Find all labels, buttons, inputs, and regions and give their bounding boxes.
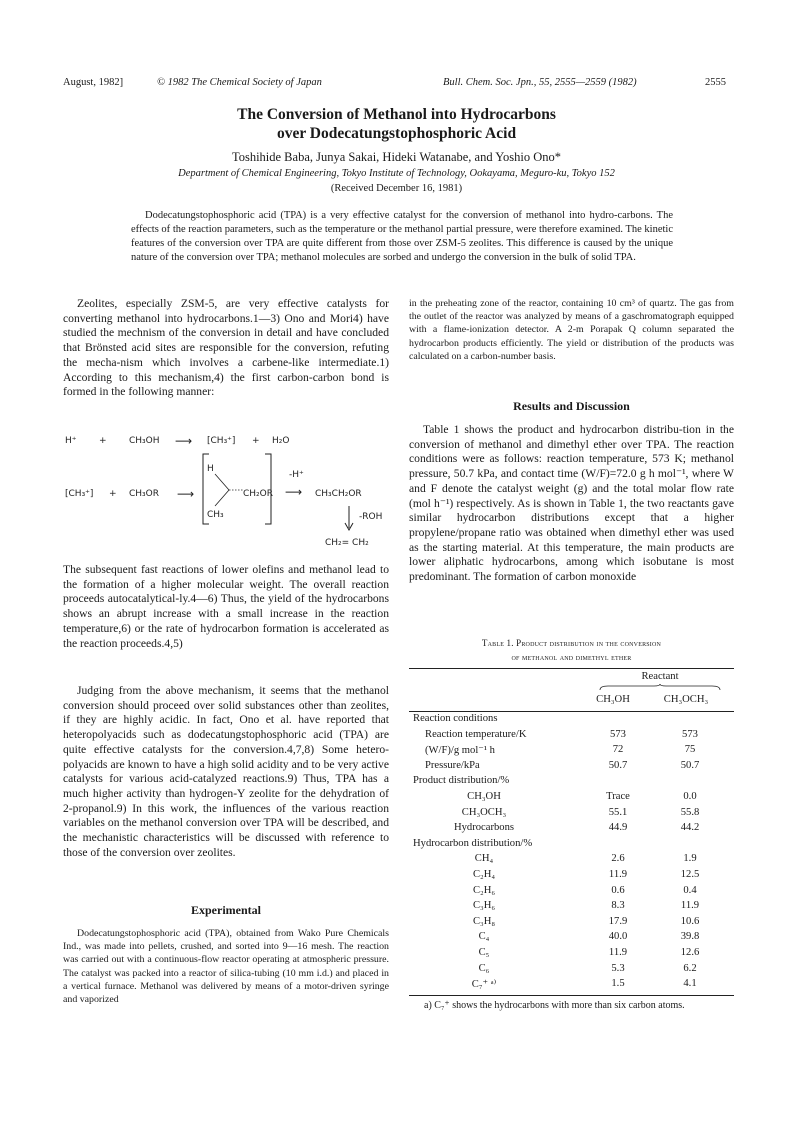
table-cell-methanol: 5.3 [611,962,625,974]
table-body [409,713,734,995]
table-cell-dimethyl-ether: 573 [682,728,698,740]
table-cell-methanol: Trace [606,791,630,802]
scheme-ch3or: CH₃OR [129,489,159,499]
table-caption-line2: of methanol and dimethyl ether [511,652,632,662]
scheme-methyl: CH₃ [207,510,224,520]
table-row-label: CH₄ [474,853,494,865]
scheme-minus-proton: -H⁺ [289,470,304,480]
table-cell-methanol: 44.9 [608,822,628,834]
scheme-proton: H⁺ [65,436,77,446]
abstract: Dodecatungstophosphoric acid (TPA) is a very effective catalyst for the conversion of methanol into hydro-carbons. The effects of the reaction parameters, such as the temperature or the methanol partial pressure, were therefore examined. The kinetic features of the conversion over TPA are quite different from those over ZSM-5 zeolites. This difference is caused by the unique nature of the conversion over TPA; methanol molecules are sorbed and undergo the conversion in the bulk of solid TPA. [131,210,673,263]
header-journal: Bull. Chem. Soc. Jpn., 55, 2555—2559 (1982) [443,77,637,88]
table-row-label: C₂H₆ [472,884,496,896]
scheme-arrow: ⟶ [177,487,195,501]
scheme-plus: + [109,489,117,499]
table-cell-methanol: 2.6 [611,853,625,865]
author-list: Toshihide Baba, Junya Sakai, Hideki Watanabe, and Yoshio Ono* [231,150,562,164]
table-cell-dimethyl-ether: 12.5 [680,869,700,880]
reaction-scheme [63,428,389,560]
paper-title-line1: The Conversion of Methanol into Hydrocarbons [237,106,556,123]
table-cell-methanol: 72 [612,744,624,756]
table-cell-dimethyl-ether: 4.1 [683,978,697,990]
experimental-continued-paragraph: in the preheating zone of the reactor, containing 10 cm³ of quartz. The gas from the outlet of the reactor was analyzed by means of a gaschromatograph equipped with a flame-ionization detector. A 2-m Porapak Q column separated the hydrocarbon products efficiently. The yield or distribution of the products was calculated on a carbon-number basis. [409,298,734,362]
scheme-ethyl-ether: CH₃CH₂OR [315,489,362,499]
experimental-paragraph: Dodecatungstophosphoric acid (TPA), obtained from Wako Pure Chemicals Ind., was made into pellets, crushed, and sorted into 9—16 mesh. The reaction was carried out with a continuous-flow reactor operating at atmospheric pressure. The catalyst was packed into a reactor of silica-tubing (10 mm i.d.) and placed in a vertical furnace. Methanol was delivered by means of a motor-driven syringe and vaporized [63,928,389,1006]
table-header-rule [409,711,734,712]
table-row-label: Reaction temperature/K [425,728,527,740]
header-page-number: 2555 [705,77,726,88]
table-row-label: C₅ [478,947,490,958]
table-row-label: C₂H₄ [472,869,496,880]
table-cell-methanol: 40.0 [608,931,628,943]
results-heading: Results and Discussion [513,399,630,413]
table-top-rule [409,668,734,669]
table-cell-methanol: 11.9 [608,947,628,958]
table-row-label: Hydrocarbon distribution/% [413,837,533,849]
table-row-label: Product distribution/% [413,775,510,787]
table-cell-dimethyl-ether: 6.2 [683,962,697,974]
header-copyright: © 1982 The Chemical Society of Japan [157,77,322,88]
scheme-arrow: ⟶ [285,485,303,499]
table-row-label: (W/F)/g mol⁻¹ h [425,745,495,757]
table-cell-dimethyl-ether: 75 [684,744,696,756]
table-cell-dimethyl-ether: 12.6 [680,947,700,958]
scheme-ethylene: CH₂= CH₂ [325,538,369,548]
scheme-down-arrow [343,504,355,532]
table-cell-methanol: 55.1 [608,806,628,818]
table-row-label: C₇⁺ ᵃ⁾ [471,979,497,991]
scheme-plus: + [252,436,260,446]
scheme-methanol: CH₃OH [129,436,160,446]
table-row-label: Pressure/kPa [425,759,480,771]
scheme-water: H₂O [272,436,290,446]
header-date: August, 1982] [63,77,124,88]
table-cell-dimethyl-ether: 44.2 [680,822,700,834]
scheme-hydrogen: H [207,464,214,474]
scheme-ch2or: CH₂OR [243,489,273,499]
scheme-minus-roh: -ROH [359,512,383,522]
table-cell-methanol: 17.9 [608,915,628,927]
scheme-methyl-cation: [CH₃⁺] [207,436,236,446]
table-cell-methanol: 11.9 [608,869,628,880]
table-caption-line1: Table 1. Product distribution in the conversion [481,638,662,648]
table-row-label: CH₃OH [467,791,501,802]
table-row-label: C₄ [478,931,490,943]
table-row-label: C₆ [478,962,490,974]
table-cell-methanol: 50.7 [608,759,628,771]
table-row-label: C₃H₈ [472,915,496,927]
experimental-heading: Experimental [191,903,261,917]
intro-paragraph-1: Zeolites, especially ZSM-5, are very effective catalysts for converting methanol into hydrocarbons.1—3) Ono and Mori4) have studied the mechnism of the conversion in detail and have concluded that Brönsted acid sites are responsible for the conversion, refuting the mecha-nism which involves a carbene-like intermediate.1) According to this mechanism,4) the first carbon-carbon bond is formed in the following manner: [63,297,389,399]
table-cell-dimethyl-ether: 0.4 [683,884,697,896]
table-footnote: a) C₇⁺ shows the hydrocarbons with more than six carbon atoms. [424,1000,685,1011]
table-row-label: CH₃OCH₃ [461,806,507,818]
table-reactant-header: Reactant [641,671,679,682]
table-cell-dimethyl-ether: 10.6 [680,915,700,927]
table-row-label: C₃H₆ [472,900,496,912]
scheme-methyl-cation: [CH₃⁺] [65,489,94,499]
table-col-dimethyl-ether: CH₃OCH₃ [663,694,709,705]
scheme-plus: + [99,436,107,446]
table-cell-dimethyl-ether: 11.9 [680,900,700,912]
paper-title-line2: over Dodecatungstophosphoric Acid [276,125,517,142]
table-cell-dimethyl-ether: 1.9 [683,853,697,865]
table-cell-methanol: 8.3 [611,900,625,912]
intro-paragraph-2: The subsequent fast reactions of lower olefins and methanol lead to the formation of a higher molecular weight. The overall reaction proceeds autocatalytical-ly.4—6) Thus, the yield of the hydrocarbons shows an abrupt increase with a small increase in the reaction temperature,6) or the rate of hydrocarbon formation is accelerated as the reaction proceeds.4,5) [63,563,389,650]
affiliation: Department of Chemical Engineering, Tokyo Institute of Technology, Ookayama, Meguro-ku, Tokyo 152 [178,168,615,179]
received-date: (Received December 16, 1981) [330,183,463,194]
scheme-arrow: ⟶ [175,434,193,448]
table-cell-methanol: 573 [610,728,626,740]
table-row-label: Reaction conditions [413,713,498,724]
table-cell-dimethyl-ether: 0.0 [683,791,697,802]
table-col-methanol: CH₃OH [596,694,630,705]
table-bottom-rule [409,995,734,996]
intro-paragraph-3: Judging from the above mechanism, it seems that the methanol conversion should proceed over solid substances other than zeolites, if they are highly acidic. In fact, Ono et al. have reported that heteropolyacids such as dodecatungstophosphoric acid (TPA) are quite effective catalysts for the conversion.4,7,8) Some hetero-polyacids are known to have a high solid acidity and to be very active catalysts for various acid-catalyzed reactions.9) Thus, TPA has a much higher activity than hydrogen-Y zeolite for the dehydration of 2-propanol.9) In this work, the influences of the various reaction variables on the methanol conversion over TPA will be described, and the mechanistic characteristics will be discussed with reference to those of the conversion over zeolites. [63,684,389,859]
table-cell-dimethyl-ether: 55.8 [680,806,700,818]
results-paragraph: Table 1 shows the product and hydrocarbon distribu-tion in the conversion of methanol and dimethyl ether over TPA. The reaction conditions were as follows: reaction temperature, 573 K; methanol pressure, 50.7 kPa, and contact time (W/F)=72.0 g h mol⁻¹, where W and F denote the catalyst weight (g) and the total molar flow rate (mol h⁻¹) respectively. As is shown in Table 1, the two reactants gave similar hydrocarbon distributions except that a higher propylene/propane ratio was obtained when dimethyl ether was used as the starting material. At this temperature, the main products are lower aliphatic hydrocarbons, among which isobutane is most predominant. The formation of carbon monoxide [409,423,734,584]
table-cell-dimethyl-ether: 39.8 [680,931,700,943]
table-cell-dimethyl-ether: 50.7 [680,759,700,771]
table-cell-methanol: 1.5 [611,978,625,990]
table-reactant-brace [598,684,722,692]
table-row-label: Hydrocarbons [453,822,514,834]
table-cell-methanol: 0.6 [611,884,625,896]
